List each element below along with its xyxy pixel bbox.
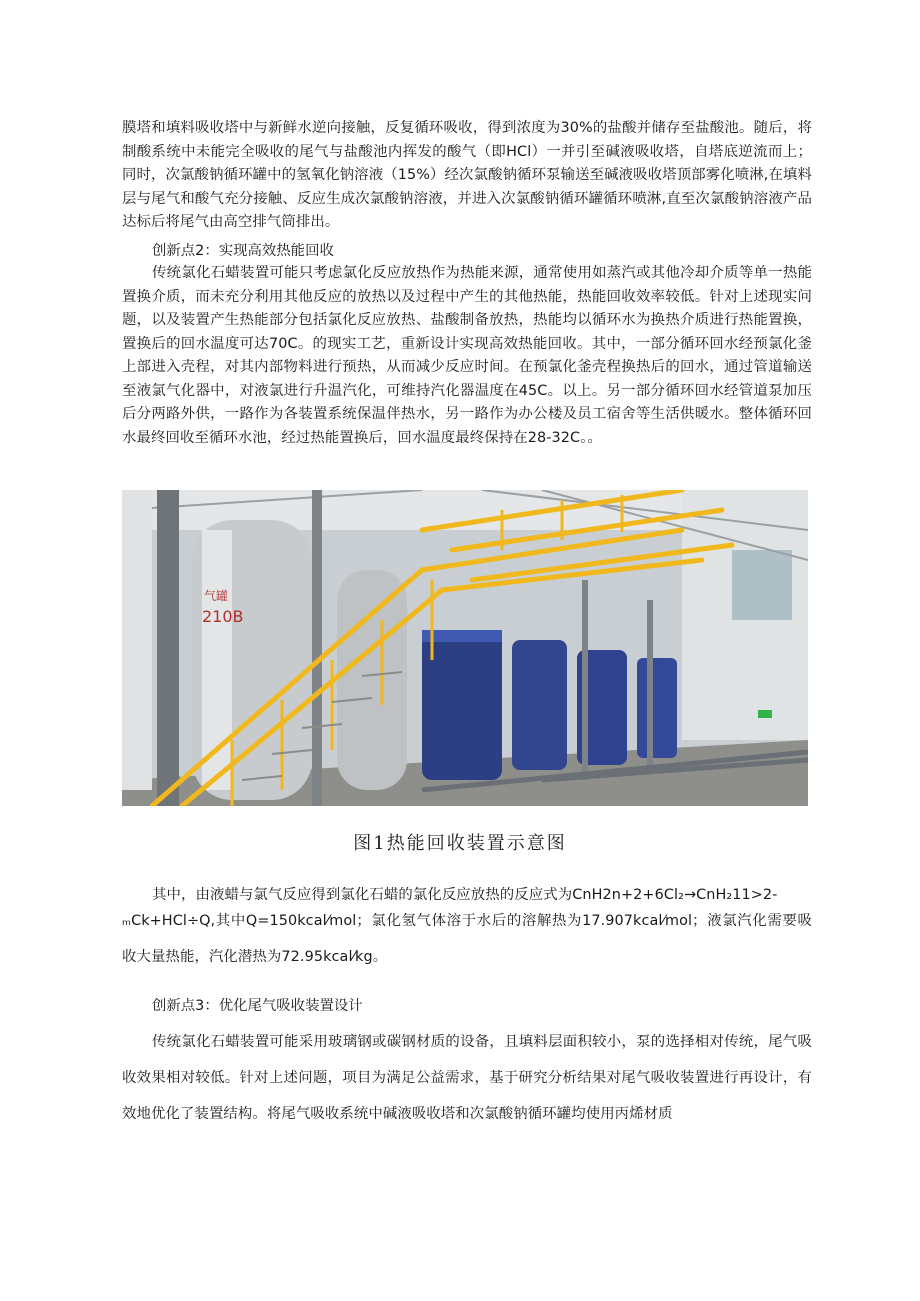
tank-label-bottom: 210B [202, 607, 244, 626]
tank-label-top: 气罐 [204, 589, 229, 603]
paragraph-reaction-equation-line1: 其中，由液蜡与氯气反应得到氯化石蜡的氯化反应放热的反应式为CnH2n+2+6Cl₂→CnH₂11>2- [152, 887, 778, 903]
paragraph-tail-gas-design: 传统氯化石蜡装置可能采用玻璃钢或碳钢材质的设备，且填料层面积较小，泵的选择相对传统，尾气吸收效果相对较低。针对上述问题，项目为满足公益需求，基于研究分析结果对尾气吸收装置进行再设计，有效地优化了装置结构。将尾气吸收系统中碱液吸收塔和次氯酸钠循环罐均使用丙烯材质 [122, 1034, 812, 1122]
paragraph-reaction-equation-rest: ₘCk+HCl÷Q,其中Q=150kcal⁄mol；氯化氢气体溶于水后的溶解热为17.907kcal⁄mol；液氯汽化需要吸收大量热能，汽化潜热为72.95kcal⁄kg。 [122, 913, 812, 965]
heading-innovation-2: 创新点2：实现高效热能回收 [152, 243, 334, 259]
paragraph-tail-gas-absorption: 膜塔和填料吸收塔中与新鲜水逆向接触，反复循环吸收，得到浓度为30%的盐酸并储存至盐酸池。随后，将制酸系统中未能完全吸收的尾气与盐酸池内挥发的酸气（即HCl）一并引至碱液吸收塔，自塔底逆流而上；同时，次氯酸钠循环罐中的氢氧化钠溶液（15%）经次氯酸钠循环泵输送至碱液吸收塔顶部雾化喷淋,在填料层与尾气和酸气充分接触、反应生成次氯酸钠溶液，并进入次氯酸钠循环罐循环喷淋,直至次氯酸钠溶液产品达标后将尾气由高空排气筒排出。 [122, 120, 812, 230]
heading-innovation-3: 创新点3：优化尾气吸收装置设计 [152, 998, 363, 1014]
figure-caption: 图1热能回收装置示意图 [353, 833, 567, 854]
paragraph-heat-recovery: 传统氯化石蜡装置可能只考虑氯化反应放热作为热能来源，通常使用如蒸汽或其他冷却介质等单一热能置换介质，而未充分利用其他反应的放热以及过程中产生的其他热能，热能回收效率较低。针对上述现实问题，以及装置产生热能部分包括氯化反应放热、盐酸制备放热，热能均以循环水为换热介质进行热能置换，置换后的回水温度可达70C。的现实工艺，重新设计实现高效热能回收。其中，一部分循环回水经预氯化釜上部进入壳程，对其内部物料进行预热，从而减少反应时间。在预氯化釜壳程换热后的回水，通过管道输送至液氯气化器中，对液氯进行升温汽化，可维持汽化器温度在45C。以上。另一部分循环回水经管道泵加压后分两路外供，一路作为各装置系统保温伴热水，另一路作为办公楼及员工宿舍等生活供暖水。整体循环回水最终回收至循环水池，经过热能置换后，回水温度最终保持在28-32C。。 [122, 265, 812, 446]
heat-recovery-equipment-photo [122, 490, 808, 806]
